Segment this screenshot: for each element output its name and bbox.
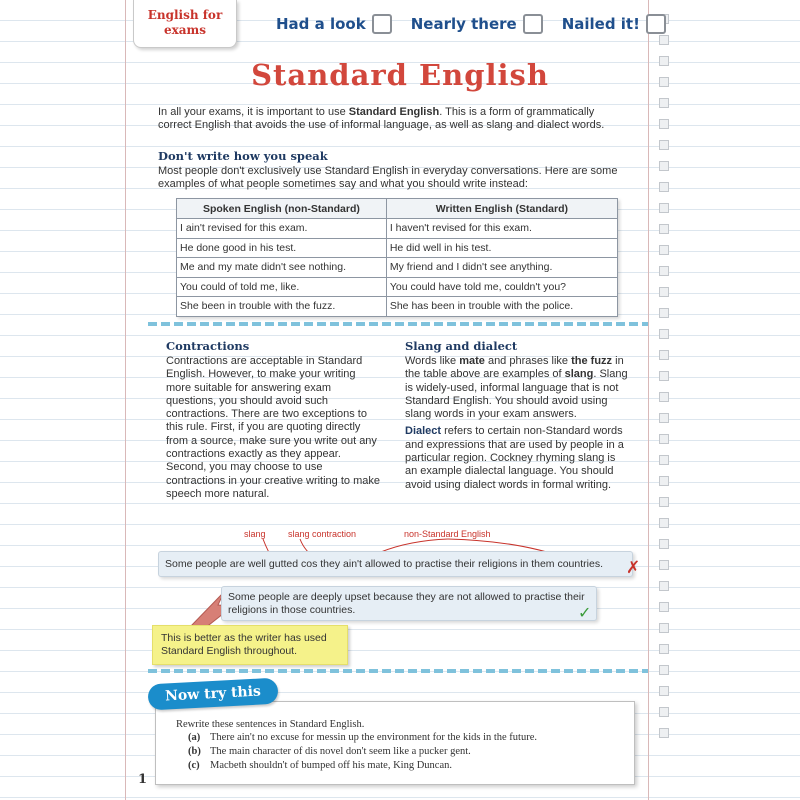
table-cell-spoken: You could of told me, like. bbox=[177, 277, 387, 297]
question-label: (c) bbox=[188, 760, 200, 771]
slang-word-mate: mate bbox=[459, 355, 485, 367]
slang-text-3: in the table above are examples of bbox=[405, 355, 624, 381]
question-text: There ain't no excuse for messin up the environment for the kids in the future. bbox=[210, 732, 538, 743]
example-standard: Some people are deeply upset because they are not allowed to practise their religions in those countries. bbox=[221, 586, 597, 621]
contractions-heading: Contractions bbox=[166, 339, 250, 353]
tick-icon: ✓ bbox=[578, 605, 592, 622]
table-header-written: Written English (Standard) bbox=[386, 199, 617, 219]
section-tab-line1: English for bbox=[147, 8, 223, 22]
dont-write-heading: Don't write how you speak bbox=[158, 149, 328, 163]
table-cell-spoken: She been in trouble with the fuzz. bbox=[177, 297, 387, 317]
example-non-standard: Some people are well gutted cos they ain't allowed to practise their religions in them countries. bbox=[158, 551, 633, 577]
table-cell-written: You could have told me, couldn't you? bbox=[386, 277, 617, 297]
now-try-this-instruction: Rewrite these sentences in Standard English. bbox=[176, 719, 365, 730]
slang-word-fuzz: the fuzz bbox=[571, 355, 613, 367]
page-number: 1 bbox=[138, 772, 148, 787]
question-text: Macbeth shouldn't of bumped off his mate, King Duncan. bbox=[210, 760, 452, 771]
slang-heading: Slang and dialect bbox=[405, 339, 518, 353]
table-cell-spoken: Me and my mate didn't see nothing. bbox=[177, 258, 387, 278]
slang-text-1: Words like bbox=[405, 355, 460, 367]
dialect-word: Dialect bbox=[405, 425, 442, 438]
section-tab-line2: exams bbox=[163, 23, 207, 37]
question-text: The main character of dis novel don't seem like a pucker gent. bbox=[210, 746, 471, 757]
slang-text-2: and phrases like bbox=[484, 355, 572, 367]
table-cell-written: He did well in his test. bbox=[386, 238, 617, 258]
table-cell-written: She has been in trouble with the police. bbox=[386, 297, 617, 317]
table-cell-spoken: I ain't revised for this exam. bbox=[177, 219, 387, 239]
progress-label-had-a-look: Had a look bbox=[276, 15, 366, 33]
now-try-this-label: Now try this bbox=[147, 678, 278, 711]
progress-label-nearly-there: Nearly there bbox=[410, 15, 517, 33]
cross-icon: ✗ bbox=[626, 558, 641, 577]
annotation-slang-contraction: slang contraction bbox=[288, 529, 357, 539]
slang-word-slang: slang bbox=[564, 368, 594, 381]
now-try-this-box bbox=[155, 701, 635, 785]
question-item bbox=[176, 731, 620, 744]
sticky-note: This is better as the writer has used Standard English throughout. bbox=[152, 625, 348, 665]
annotation-slang: slang bbox=[244, 529, 266, 539]
question-item bbox=[176, 759, 620, 772]
intro-text-end: . This is a form of grammatically correct English that avoids the use of informal language, as well as slang and dialect words. bbox=[158, 106, 605, 131]
table-cell-written: I haven't revised for this exam. bbox=[386, 219, 617, 239]
dialect-text: refers to certain non-Standard words and expressions that are used by people in a particular region. Cockney rhyming slang is an example dialectal language. You should avoid using dialect words in formal writing. bbox=[405, 425, 624, 491]
table-header-spoken: Spoken English (non-Standard) bbox=[177, 199, 387, 219]
intro-standard-english: Standard English bbox=[348, 106, 440, 118]
section-divider bbox=[148, 669, 648, 673]
question-label: (b) bbox=[188, 746, 201, 757]
question-item bbox=[176, 745, 620, 758]
slang-text-4: . Slang is widely-used, informal language that is not Standard English. You should avoid using slang words in your exam answers. bbox=[405, 368, 628, 421]
page-title: Standard English bbox=[251, 58, 549, 92]
annotation-non-standard: non-Standard English bbox=[404, 529, 491, 539]
question-label: (a) bbox=[188, 732, 201, 743]
intro-text-start: In all your exams, it is important to use bbox=[158, 106, 349, 118]
contractions-text: Contractions are acceptable in Standard English. However, to make your writing more suitable for answering exam questions, you should avoid such contractions. There are two exceptions to this rule. First, if you are quoting directly from a source, make sure you write out any contractions exactly as they appear. Second, you may choose to use contractions in your creative writing to make speech more natural. bbox=[166, 355, 380, 500]
progress-label-nailed-it: Nailed it! bbox=[561, 15, 640, 33]
dont-write-paragraph: Most people don't exclusively use Standard English in everyday conversations. Here are some examples of what people sometimes say and what you should write instead: bbox=[158, 165, 618, 190]
table-cell-spoken: He done good in his test. bbox=[177, 238, 387, 258]
table-cell-written: My friend and I didn't see anything. bbox=[386, 258, 617, 278]
